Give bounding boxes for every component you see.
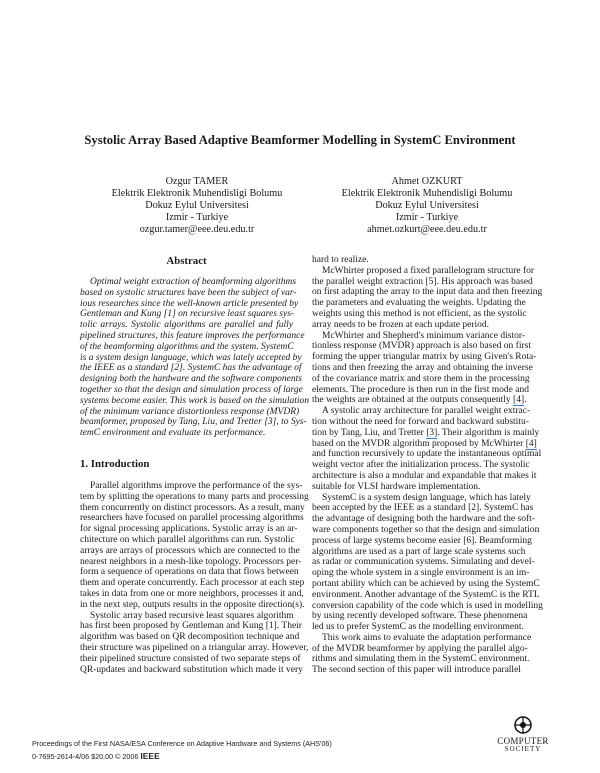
text-line: A systolic array architecture for parallel weight extrac- (322, 406, 531, 417)
text-line: by using recently developed software. These phenomena (312, 611, 528, 622)
text-line: tem by splitting the operations to many parts and processing (80, 491, 309, 502)
globe-icon (512, 716, 534, 734)
author-city: Izmir - Turkiye (395, 212, 459, 223)
text-line: Systolic array based recursive least squares algorithm (90, 610, 294, 621)
text-line: the parameters and evaluating the weights. Updating the (312, 298, 526, 309)
text-line: of the minimum variance distortionless response (MVDR) (80, 406, 300, 417)
text-line: designing both the hardware and the software components (80, 374, 302, 385)
introduction-text (80, 481, 309, 675)
author-email: ahmet.ozkurt@eee.deu.edu.tr (367, 224, 487, 235)
text-line: The second section of this paper will introduce parallel (312, 665, 521, 676)
text-line: nearest neighbors in a mesh-like topology. Processors per- (80, 556, 302, 567)
text-line: for signal processing applications. Systolic array is an ar- (80, 524, 298, 535)
citation-link[interactable]: [4] (525, 438, 537, 449)
text-line: their pipelined structure consisted of two separate steps of (80, 653, 301, 664)
footer-copyright (32, 751, 160, 761)
text-line: them concurrently on distinct processors. As a result, many (80, 502, 305, 513)
abstract-heading: Abstract (166, 255, 207, 267)
text-line: process of large systems become easier [6]. Beamforming (312, 535, 532, 546)
text-line: algorithm was based on QR decomposition technique and (80, 632, 300, 643)
text-line: environment. Another advantage of the SystemC is the RTL (312, 589, 540, 600)
text-line: has first been proposed by Gentleman and Kung [1]. Their (80, 621, 302, 632)
paper-title: Systolic Array Based Adaptive Beamformer Modelling in SystemC Environment (84, 133, 516, 147)
logo-text-society: SOCIETY (504, 745, 542, 753)
text-line: based on systolic structures have been the subject of var- (80, 287, 297, 298)
author-dept: Elektrik Elektronik Muhendisligi Bolumu (341, 188, 513, 199)
text-line: Optimal weight extraction of beamforming algorithms (90, 277, 297, 287)
text-line: forming the upper triangular matrix by using Given's Rota- (312, 352, 537, 363)
ieee-wordmark: IEEE (140, 751, 160, 761)
text-line: systems become easier. This work is based on the simulation (80, 395, 310, 406)
text-line: as radar or communication systems. Simulating and devel- (312, 557, 535, 568)
text-line: architecture is also a modular and expandable that makes it (312, 470, 537, 481)
text-line: temC environment and evaluate its performance. (80, 428, 266, 439)
author-email: ozgur.tamer@eee.deu.edu.tr (139, 224, 255, 235)
text-line: SystemC is a system design language, which has lately (322, 492, 531, 503)
text-line: tion by Tang, Liu, and Tretter [3]. Their algorithm is mainly (312, 427, 540, 438)
logo-text-computer: COMPUTER (497, 735, 549, 746)
text-line: portant ability which can be achieved by using the SystemC (312, 578, 540, 589)
text-line: tolic arrays. Systolic algorithms are parallel and fully (80, 320, 293, 331)
text-line: beamformer, proposed by Tang, Liu, and Tretter [3], to Sys- (80, 417, 307, 428)
text-line: arrays are arrays of processors which are connected to the (80, 545, 300, 556)
text-line: Gentleman and Kung [1] on recursive least squares sys- (80, 309, 295, 320)
text-line: rithms and simulating them in the SystemC environment. (312, 654, 530, 665)
text-line: suitable for VLSI hardware implementation. (312, 481, 481, 492)
text-line: is a system design language, which was lately accepted by (80, 352, 302, 363)
introduction-heading: 1. Introduction (80, 458, 150, 470)
text-line: hard to realize. (312, 255, 369, 265)
text-line: of the covariance matrix and store them in the processing (312, 373, 530, 384)
text-line: the parallel weight extraction [5]. His approach was based (312, 276, 533, 287)
text-line: on first adapting the array to the input data and then freezing (312, 287, 543, 298)
citation-link[interactable]: [4] (513, 395, 525, 406)
text-line: in the next step, outputs results in the opposite direction(s). (80, 599, 305, 610)
author-block-2 (317, 176, 537, 236)
right-column-text (312, 255, 543, 676)
text-line: takes in data from one or more neighbors, processes it and, (80, 588, 304, 599)
text-line: tion without the need for forward and backward substitu- (312, 416, 529, 427)
text-line: of the beamforming algorithms and the system. SystemC (80, 341, 294, 352)
author-univ: Dokuz Eylul Universitesi (375, 200, 479, 211)
text-line: their structure was pipelined on a triangular array. However, (80, 642, 309, 653)
text-line: of the MVDR beamformer by applying the parallel algo- (312, 643, 528, 654)
text-line: together so that the design and simulation process of large (80, 384, 303, 395)
text-line: elements. The procedure is then run in the first mode and (312, 384, 529, 395)
text-line: ious researches since the well-known article presented by (80, 298, 299, 309)
text-line: researchers have focused on parallel processing algorithms (80, 513, 304, 524)
text-line: them and operate concurrently. Each processor at each step (80, 578, 305, 589)
text-line: based on the MVDR algorithm proposed by McWhirter [4] (312, 438, 537, 449)
text-line: the IEEE as a standard [2]. SystemC has the advantage of (80, 363, 302, 374)
author-name: Ozgur TAMER (165, 176, 229, 187)
text-line: pipelined structures, this feature improves the performance (80, 330, 305, 341)
text-line: been accepted by the IEEE as a standard [2]. SystemC has (312, 503, 534, 514)
text-line: tions and then freezing the array and obtaining the inverse (312, 362, 533, 373)
text-line: and function recursively to update the instantaneous optimal (312, 449, 542, 460)
text-line: algorithms are used as a part of large scale systems such (312, 546, 526, 557)
author-name: Ahmet OZKURT (391, 176, 463, 187)
text-line: array needs to be frozen at each update period. (312, 319, 489, 330)
text-line: led us to prefer SystemC as the modelling environment. (312, 622, 524, 633)
text-line: McWhirter proposed a fixed parallelogram structure for (322, 265, 535, 276)
text-line: tionless response (MVDR) approach is also based on first (312, 341, 531, 352)
text-line: ware components together so that the design and simulation (312, 524, 540, 535)
text-line: This work aims to evaluate the adaptation performance (322, 632, 532, 643)
footer-proceedings: Proceedings of the First NASA/ESA Conference on Adaptive Hardware and Systems (AHS'06) (32, 739, 332, 748)
footer-isbn: 0-7695-2614-4/06 $20.00 © 2006 (32, 752, 139, 761)
text-line: Parallel algorithms improve the performance of the sys- (90, 481, 303, 491)
text-line: McWhirter and Shepherd's minimum variance distor- (322, 330, 525, 341)
author-univ: Dokuz Eylul Universitesi (145, 200, 249, 211)
text-line: weight vector after the initialization process. The systolic (312, 460, 530, 471)
author-city: Izmir - Turkiye (165, 212, 229, 223)
text-line: weights using this method is not efficient, as the systolic (312, 308, 527, 319)
author-block-1 (87, 176, 307, 236)
text-line: conversion capability of the code which is used in modelling (312, 600, 543, 611)
citation-link[interactable]: [3] (426, 427, 438, 438)
computer-society-logo (492, 716, 554, 754)
text-line: QR-updates and backward substitution which made it very (80, 664, 303, 675)
text-line: the advantage of designing both the hardware and the soft- (312, 514, 535, 525)
text-line: chitecture on which parallel algorithms can run. Systolic (80, 534, 295, 545)
text-line: oping the whole system in a single environment is an im- (312, 568, 530, 579)
text-line: the weights are obtained at the outputs consequently [4]. (312, 395, 527, 406)
author-dept: Elektrik Elektronik Muhendisligi Bolumu (111, 188, 283, 199)
abstract-text (80, 277, 310, 439)
text-line: form a sequence of operations on data that flows between (80, 567, 299, 578)
